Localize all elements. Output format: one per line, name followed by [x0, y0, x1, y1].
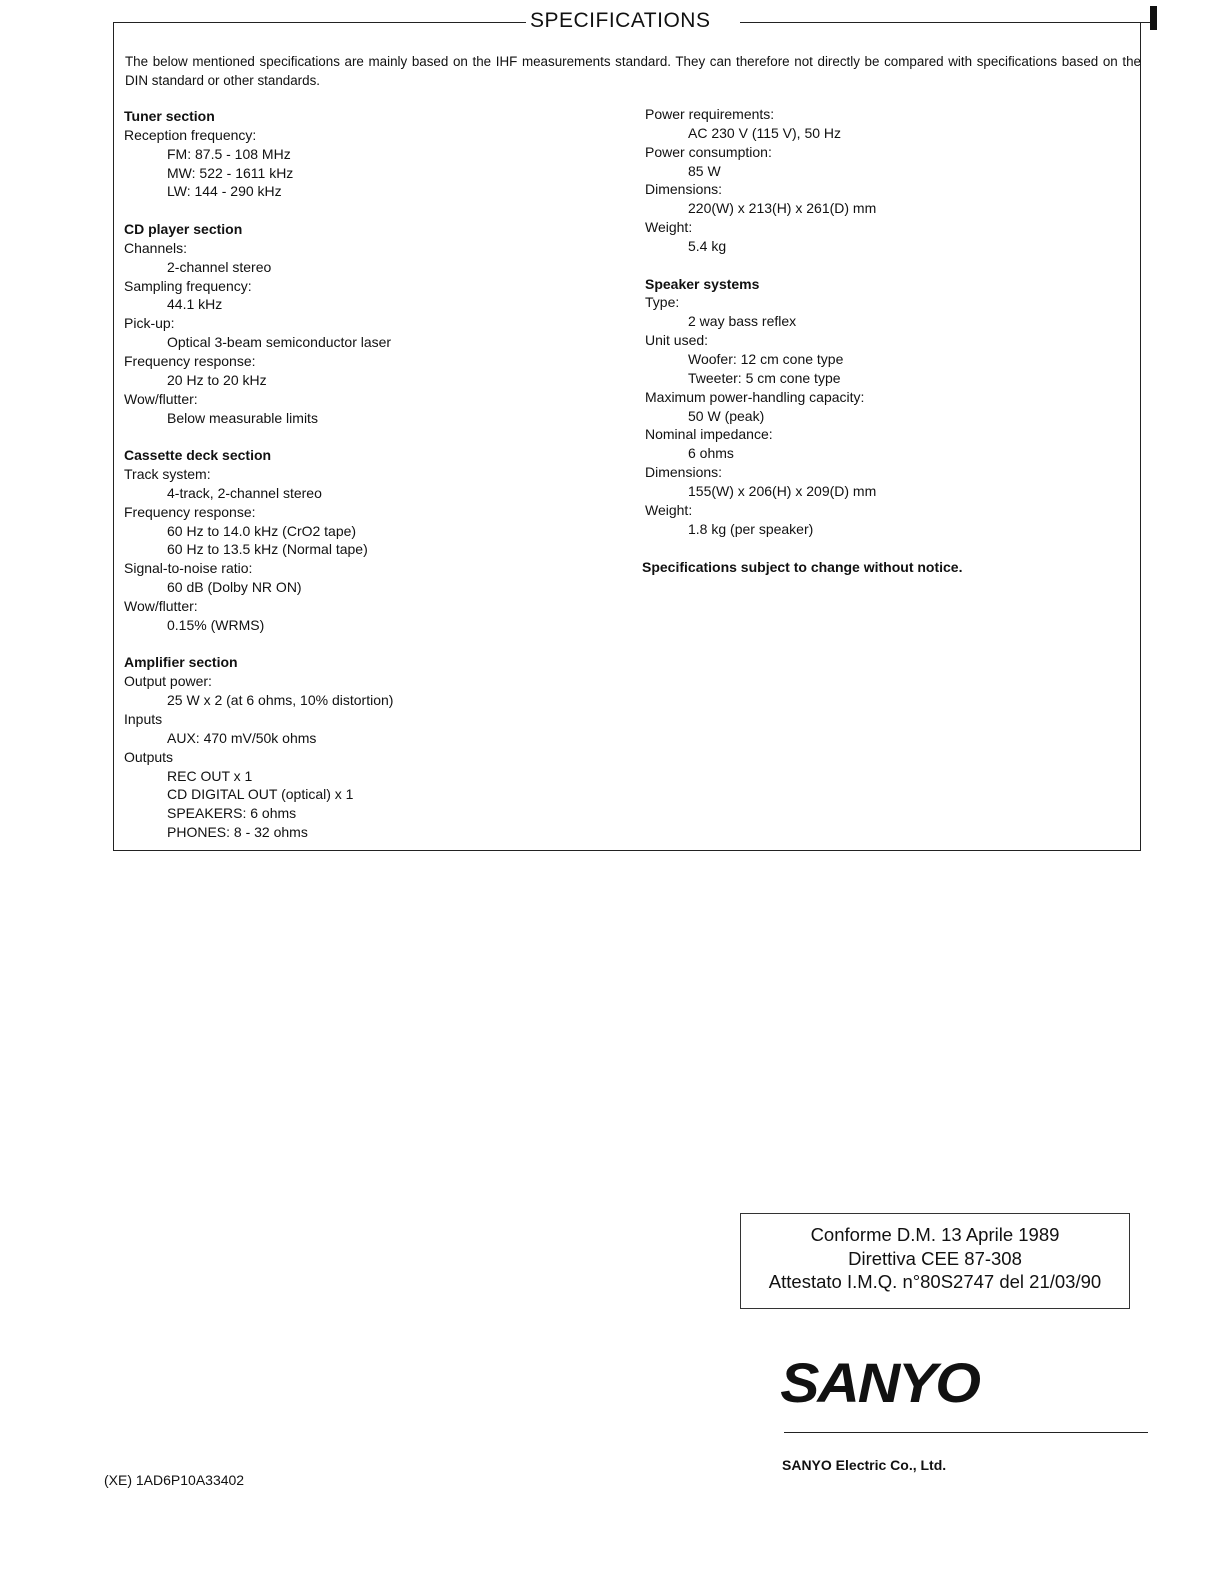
spec-value: 25 W x 2 (at 6 ohms, 10% distortion): [167, 692, 394, 709]
spec-label: Wow/flutter:: [124, 597, 198, 614]
section-heading: Tuner section: [124, 108, 215, 124]
conformity-box: [740, 1213, 1130, 1309]
spec-label: Channels:: [124, 239, 188, 256]
spec-label: Output power:: [124, 673, 212, 690]
spec-value: MW: 522 - 1611 kHz: [167, 164, 294, 181]
spacer: [124, 635, 393, 654]
spec-value: 1.8 kg (per speaker): [688, 520, 814, 537]
spec-label: Outputs: [124, 748, 174, 765]
spec-value: 60 Hz to 14.0 kHz (CrO2 tape): [167, 522, 357, 539]
spec-value: Optical 3-beam semiconductor laser: [167, 334, 392, 351]
right-spec-column: [645, 105, 876, 538]
page-title: SPECIFICATIONS: [526, 9, 714, 33]
spec-value: FM: 87.5 - 108 MHz: [167, 145, 291, 162]
spec-value: 85 W: [688, 162, 721, 179]
spec-label: Power requirements:: [645, 106, 775, 122]
spacer: [124, 427, 393, 446]
intro-paragraph: The below mentioned specifications are mainly based on the IHF measurements standard. They can therefore not directly be compared with specifications based on the DIN standard or other standards.: [125, 54, 1141, 88]
frame-top-rule: [740, 22, 1154, 23]
spec-label: Frequency response:: [124, 503, 256, 520]
section-heading: Speaker systems: [645, 275, 760, 292]
spec-label: Power consumption:: [645, 143, 772, 160]
spec-label: Unit used:: [645, 332, 709, 349]
document-code: (XE) 1AD6P10A33402: [104, 1472, 245, 1488]
spec-label: Dimensions:: [645, 464, 723, 481]
spec-value: PHONES: 8 - 32 ohms: [167, 824, 308, 841]
spec-value: Woofer: 12 cm cone type: [688, 350, 844, 367]
spec-value: LW: 144 - 290 kHz: [167, 183, 282, 200]
spec-label: Wow/flutter:: [124, 390, 198, 407]
conformity-line: Attestato I.M.Q. n°80S2747 del 21/03/90: [768, 1271, 1102, 1292]
divider: [784, 1432, 1148, 1433]
conformity-line: Conforme D.M. 13 Aprile 1989: [810, 1224, 1060, 1245]
sanyo-logo: SANYO: [780, 1351, 979, 1414]
spec-label: Pick-up:: [124, 315, 175, 332]
spec-value: 6 ohms: [688, 445, 734, 462]
section-heading: CD player section: [124, 221, 243, 238]
spec-value: Below measurable limits: [167, 409, 318, 426]
spec-value: AC 230 V (115 V), 50 Hz: [688, 124, 842, 141]
spacer: [124, 201, 393, 220]
spec-label: Frequency response:: [124, 352, 256, 369]
spec-value: 0.15% (WRMS): [167, 616, 265, 633]
spec-label: Track system:: [124, 466, 211, 483]
spec-value: 2-channel stereo: [167, 258, 272, 275]
spec-label: Signal-to-noise ratio:: [124, 560, 253, 577]
spec-label: Type:: [645, 294, 680, 311]
company-name: SANYO Electric Co., Ltd.: [782, 1457, 947, 1473]
spec-value: 60 dB (Dolby NR ON): [167, 579, 302, 596]
spec-value: Tweeter: 5 cm cone type: [688, 369, 841, 386]
section-heading: Amplifier section: [124, 654, 238, 671]
change-notice: Specifications subject to change without notice.: [642, 559, 963, 575]
spec-value: CD DIGITAL OUT (optical) x 1: [167, 786, 354, 803]
scan-mark: [1150, 6, 1157, 30]
spec-label: Reception frequency:: [124, 126, 257, 143]
spec-label: Maximum power-handling capacity:: [645, 388, 865, 405]
spec-value: 5.4 kg: [688, 237, 727, 254]
frame-top-rule: [113, 22, 526, 23]
conformity-line: Direttiva CEE 87-308: [848, 1247, 1022, 1269]
spec-label: Sampling frequency:: [124, 277, 252, 294]
spec-value: 155(W) x 206(H) x 209(D) mm: [688, 482, 877, 499]
spec-label: Nominal impedance:: [645, 426, 773, 443]
spec-value: AUX: 470 mV/50k ohms: [167, 729, 317, 746]
spec-value: 2 way bass reflex: [688, 313, 797, 330]
spacer: [645, 256, 876, 275]
spec-label: Inputs: [124, 711, 163, 727]
spec-value: 50 W (peak): [688, 407, 765, 424]
spec-value: 60 Hz to 13.5 kHz (Normal tape): [167, 541, 368, 558]
spec-label: Dimensions:: [645, 181, 723, 198]
spec-value: 44.1 kHz: [167, 296, 223, 313]
spec-label: Weight:: [645, 501, 693, 518]
spec-value: REC OUT x 1: [167, 767, 253, 784]
spec-value: 220(W) x 213(H) x 261(D) mm: [688, 200, 877, 217]
spec-value: 20 Hz to 20 kHz: [167, 371, 267, 388]
spec-value: 4-track, 2-channel stereo: [167, 484, 322, 501]
left-spec-column: [124, 107, 393, 842]
section-heading: Cassette deck section: [124, 447, 272, 464]
spec-label: Weight:: [645, 219, 693, 236]
spec-value: SPEAKERS: 6 ohms: [167, 805, 297, 822]
